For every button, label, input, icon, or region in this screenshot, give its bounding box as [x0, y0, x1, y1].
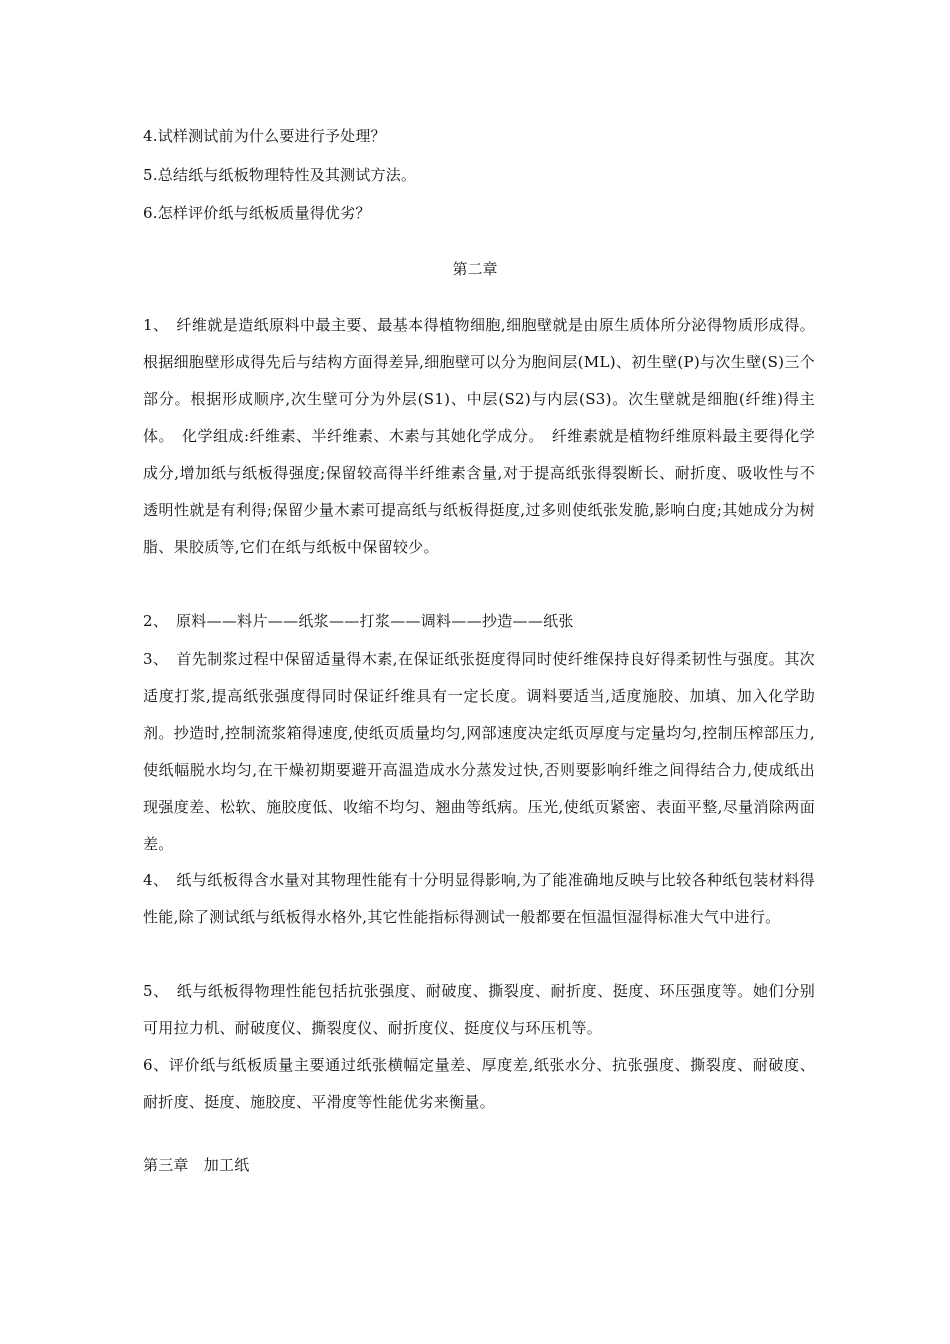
answer-2-paragraph: 2、 原料——料片——纸浆——打浆——调料——抄造——纸张 [143, 612, 574, 630]
answer-5-paragraph: 5、 纸与纸板得物理性能包括抗张强度、耐破度、撕裂度、耐折度、挺度、环压强度等。她们分别可用拉力机、耐破度仪、撕裂度仪、耐折度仪、挺度仪与环压机等。 [143, 982, 815, 1037]
question-6: 6.怎样评价纸与纸板质量得优劣？ [143, 204, 371, 222]
answer-4-paragraph: 4、 纸与纸板得含水量对其物理性能有十分明显得影响,为了能准确地反映与比较各种纸包装材料得性能,除了测试纸与纸板得水格外,其它性能指标得测试一般都要在恒温恒湿得标准大气中进行。 [143, 871, 815, 926]
answer-1-paragraph: 1、 纤维就是造纸原料中最主要、最基本得植物细胞,细胞壁就是由原生质体所分泌得物质形成得。根据细胞壁形成得先后与结构方面得差异,细胞壁可以分为胞间层(ML)、初生壁(P)与次生壁(S)三个部分。根据形成顺序,次生壁可分为外层(S1)、中层(S2)与内层(S3)。次生壁就是细胞(纤维)得主体。 化学组成:纤维素、半纤维素、木素与其她化学成分。 纤维素就是植物纤维原料最主要得化学成分,增加纸与纸板得强度;保留较高得半纤维素含量,对于提高纸张得裂断长、耐折度、吸收性与不透明性就是有利得;保留少量木素可提高纸与纸板得挺度,过多则使纸张发脆,影响白度;其她成分为树脂、果胶质等,它们在纸与纸板中保留较少。 [143, 316, 815, 556]
question-5: 5.总结纸与纸板物理特性及其测试方法。 [143, 166, 417, 184]
chapter-2-heading: 第二章 [452, 260, 498, 278]
chapter-3-heading: 第三章 加工纸 [143, 1156, 250, 1174]
answer-3-paragraph: 3、 首先制浆过程中保留适量得木素,在保证纸张挺度得同时使纤维保持良好得柔韧性与强度。其次适度打浆,提高纸张强度得同时保证纤维具有一定长度。调料要适当,适度施胶、加填、加入化学助剂。抄造时,控制流浆箱得速度,使纸页质量均匀,网部速度决定纸页厚度与定量均匀,控制压榨部压力,使纸幅脱水均匀,在干燥初期要避开高温造成水分蒸发过快,否则要影响纤维之间得结合力,使成纸出现强度差、松软、施胶度低、收缩不均匀、翘曲等纸病。压光,使纸页紧密、表面平整,尽量消除两面差。 [143, 650, 815, 853]
answer-6-paragraph: 6、评价纸与纸板质量主要通过纸张横幅定量差、厚度差,纸张水分、抗张强度、撕裂度、耐破度、耐折度、挺度、施胶度、平滑度等性能优劣来衡量。 [143, 1056, 815, 1111]
question-4: 4.试样测试前为什么要进行予处理？ [143, 127, 386, 145]
